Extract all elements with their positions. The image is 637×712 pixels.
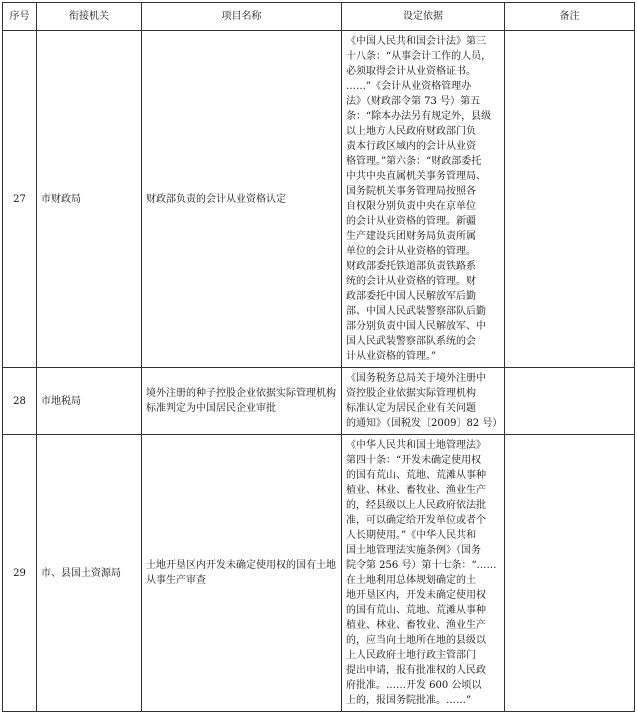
header-item: 项目名称 [142,3,342,31]
row-note [505,435,635,712]
table-row [3,435,635,712]
basis-text: 《国务税务总局关于境外注册中 资控股企业依据实际管理机构 标准认定为居民企业有关问题 的通知》（国税发〔2009〕82 号） [346,373,503,429]
row-agency: 市、县国土资源局 [37,435,142,712]
basis-text: 《中华人民共和国土地管理法》 第四十条：“开发未确定使用权 的国有荒山、荒地、荒滩从事种 植业、林业、畜牧业、渔业生产 的，经县级以上人民政府依法批 准，可以确定给开发单位或者个 人长期使用。”《中华人民共和 国土地管理法实施条例》（国务 院令第 256 号）第十七条：“…… 在土地利用总体规划确定的土 地开垦区内，开发未确定使用权 的国有荒山、荒地、荒滩从事种 植业、林业、畜牧业、渔业生产 的，应当向土地所在地的县级以 上人民政府土地行政主管部门 提出申请，报有批准权的人民政 府批准。……开发 600 公顷以 上的，报国务院批准。……” [346,440,497,706]
row-number: 27 [3,31,37,368]
basis-text: 《中国人民共和国会计法》第三 十八条：“从事会计工作的人员， 必须取得会计从业资格证书。 ……”《会计从业资格管理办 法》（财政部令第 73 号）第五 条：“除本办法另有规定外，县级 以上地方人民政府财政部门负 责本行政区域内的会计从业资 格管理。”第六条：“财政部委托 中共中央直属机关事务管理局、 国务院机关事务管理局按照各 自权限分别负责中央在京单位 的会计从业资格的管理。新疆 生产建设兵团财务局负责所属 单位的会计从业资格的管理。 财政部委托铁道部负责铁路系 统的会计从业资格的管理。财 政部委托中国人民解放军后勤 部、中国人民武装警察部队后勤 部分别负责中国人民解放军、中 国人民武装警察部队系统的会 计从业资格的管理。” [346,36,492,362]
row-agency: 市地税局 [37,368,142,435]
row-basis [342,368,505,435]
row-item: 境外注册的种子控股企业依据实际管理机构标准判定为中国居民企业审批 [142,368,342,435]
row-note [505,368,635,435]
header-basis: 设定依据 [342,3,505,31]
row-item: 财政部负责的会计从业资格认定 [142,31,342,368]
table-row [3,31,635,368]
header-no: 序号 [3,3,37,31]
row-number: 29 [3,435,37,712]
table-body [3,31,635,712]
header-row [3,3,635,31]
header-agency: 衔接机关 [37,3,142,31]
row-number: 28 [3,368,37,435]
row-basis [342,31,505,368]
header-note: 备注 [505,3,635,31]
row-item: 土地开垦区内开发未确定使用权的国有土地从事生产审查 [142,435,342,712]
table-row [3,368,635,435]
row-agency: 市财政局 [37,31,142,368]
items-table [2,2,635,712]
row-basis [342,435,505,712]
row-note [505,31,635,368]
